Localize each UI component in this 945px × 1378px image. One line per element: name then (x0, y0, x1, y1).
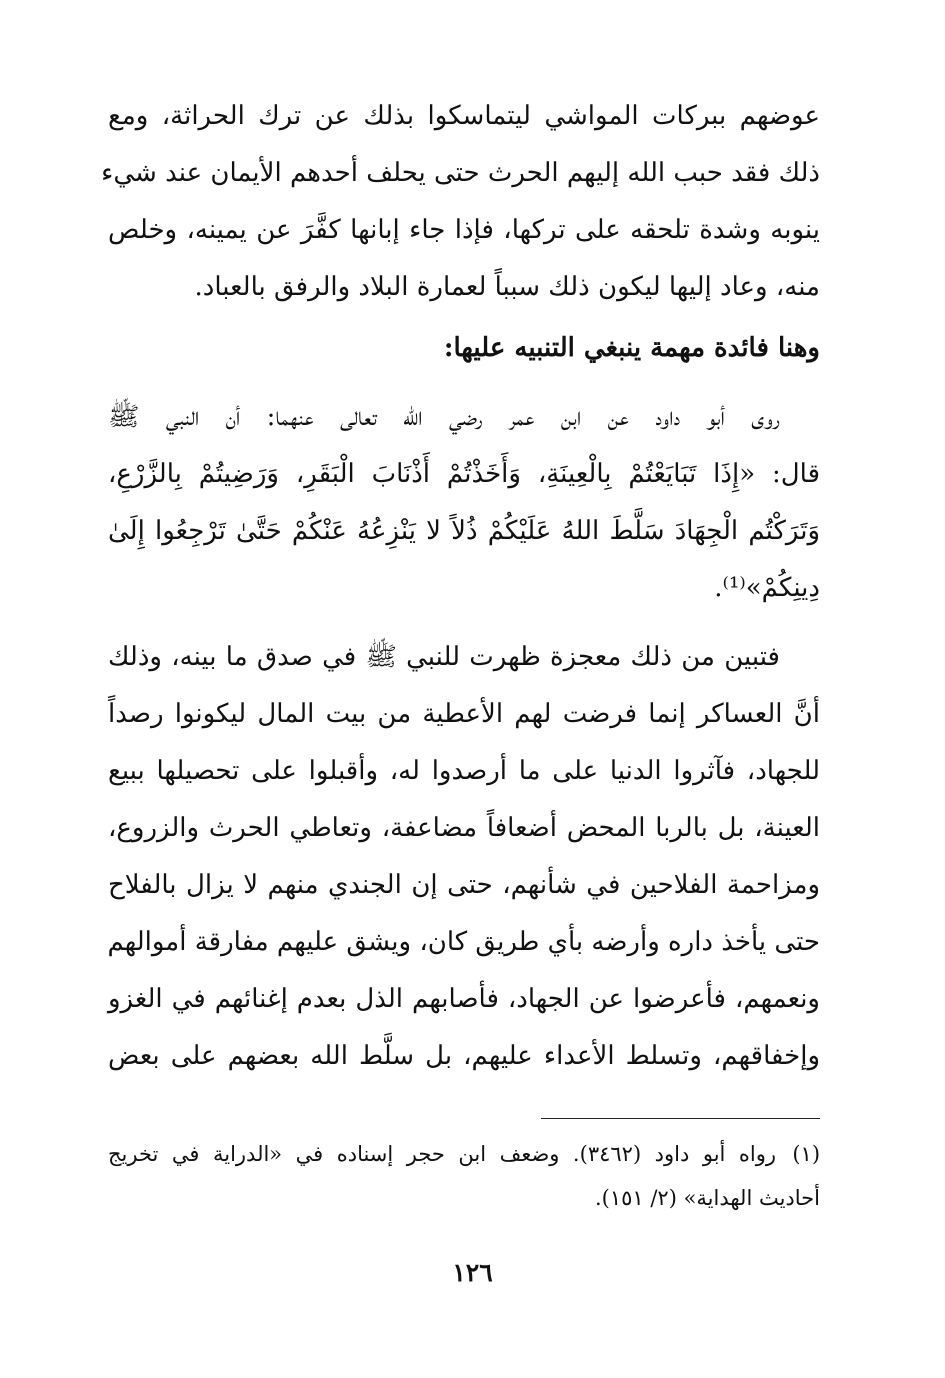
text-line: ومزاحمة الفلاحين في شأنهم، حتى إن الجندي منهم لا يزال بالفلاح (108, 870, 820, 900)
text-line: العينة، بل بالربا المحض أضعافاً مضاعفة، وتعاطي الحرث والزروع، (108, 813, 820, 843)
text-line: ينوبه وشدة تلحقه على تركها، فإذا جاء إبانها كفَّرَ عن يمينه، وخلص (108, 215, 820, 245)
footnote-line: أحاديث الهداية» (٢/ ١٥١). (594, 1186, 820, 1210)
text-line: فتبين من ذلك معجزة ظهرت للنبي ﷺ في صدق ما بينه، وذلك (108, 642, 780, 672)
text-line: منه، وعاد إليها ليكون ذلك سبباً لعمارة البلاد والرفق بالعباد. (194, 272, 820, 302)
footnote (108, 1132, 820, 1220)
footnote-number: (١) (792, 1142, 821, 1166)
section-heading: وهنا فائدة مهمة ينبغي التنبيه عليها: (443, 333, 820, 363)
hadith-line: وَتَرَكْتُم الْجِهَادَ سَلَّطَ اللهُ عَلَيْكُمْ ذُلاً لا يَنْزِعُهُ عَنْكُمْ حَتَّىٰ تَرْجِعُوا إِلَىٰ (108, 516, 820, 546)
text-line: روى أبو داود عن ابن عمر رضي الله تعالى عنهما: أن النبي ﷺ (108, 402, 780, 432)
text-line: للجهاد، فآثروا الدنيا على ما أرصدوا له، وأقبلوا على تحصيلها ببيع (108, 756, 820, 786)
text-line: حتى يأخذ داره وأرضه بأي طريق كان، ويشق عليهم مفارقة أموالهم (107, 927, 820, 957)
main-text (101, 88, 820, 1085)
footnote-line (108, 1132, 820, 1176)
footnote-text: رواه أبو داود (٣٤٦٢). وضعف ابن حجر إسناده في «الدراية في تخريج (108, 1142, 777, 1166)
hadith-line: قال: «إِذَا تَبَايَعْتُمْ بِالْعِينَةِ، وَأَخَذْتُمْ أَذْنَابَ الْبَقَرِ، وَرَضِيتُمْ بِالزَّرْعِ، (108, 459, 820, 489)
text-line: أنَّ العساكر إنما فرضت لهم الأعطية من بيت المال ليكونوا رصداً (108, 699, 820, 729)
text-line: ونعمهم، فأعرضوا عن الجهاد، فأصابهم الذل بعدم إغنائهم في الغزو (108, 984, 820, 1014)
footnote-divider (541, 1118, 820, 1119)
page-number: ١٢٦ (452, 1258, 493, 1287)
hadith-line: دِينِكُمْ»⁽¹⁾. (714, 573, 820, 603)
text-line: عوضهم ببركات المواشي ليتماسكوا بذلك عن ترك الحراثة، ومع (108, 101, 820, 131)
text-line: وإخفاقهم، وتسلط الأعداء عليهم، بل سلَّط الله بعضهم على بعض (108, 1041, 820, 1071)
text-line: ذلك فقد حبب الله إليهم الحرث حتى يحلف أحدهم الأيمان عند شيء (101, 158, 820, 188)
